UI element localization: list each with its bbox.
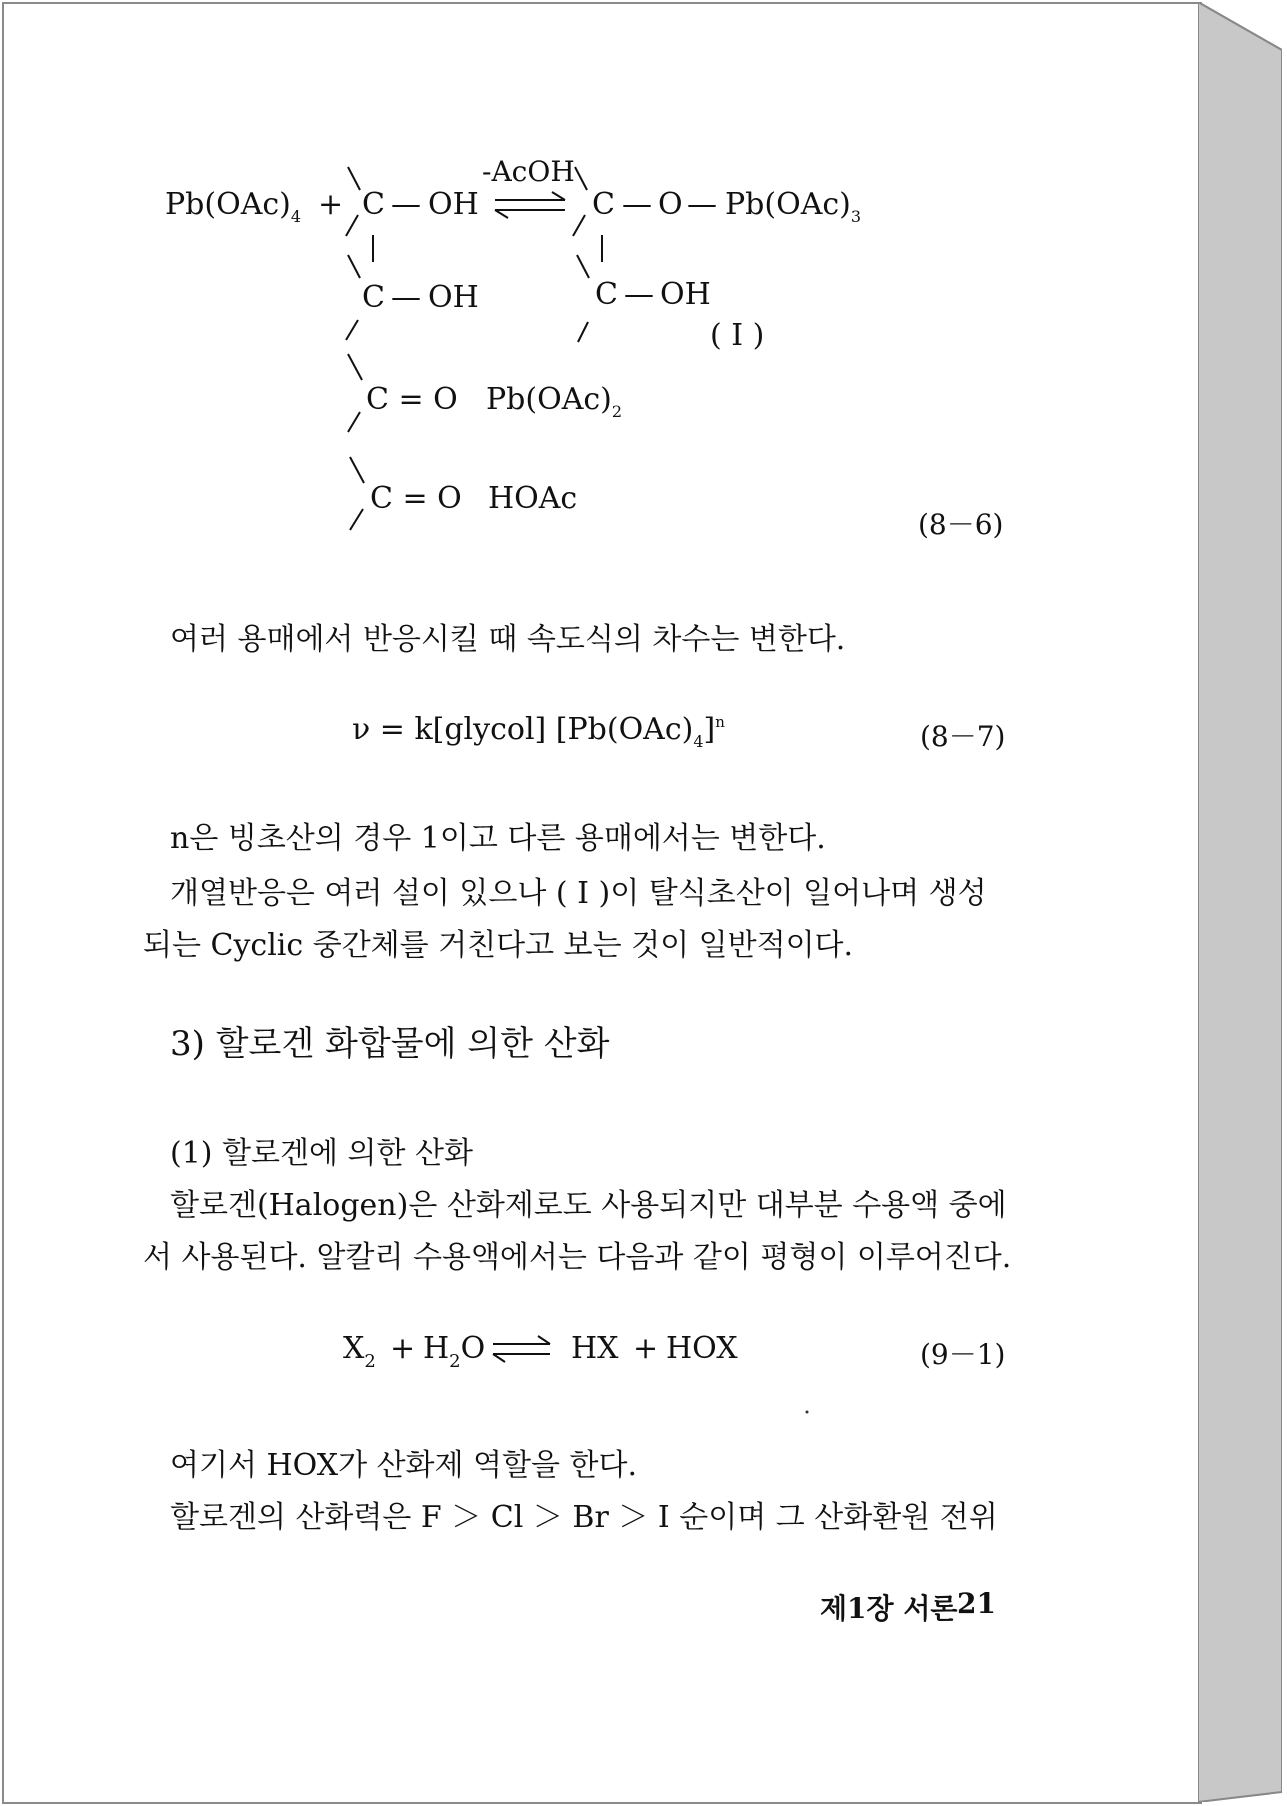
paragraph-3-line-2: 서 사용된다. 알칼리 수용액에서는 다음과 같이 평형이 이루어진다. [143, 1240, 1012, 1275]
section-heading: 3) 할로겐 화합물에 의한 산화 [170, 1024, 610, 1064]
plus-sign: + [318, 187, 344, 222]
bond-line [348, 354, 362, 380]
paragraph-2-line-1: n은 빙초산의 경우 1이고 다른 용매에서는 변한다. [170, 821, 826, 856]
bond-line [346, 320, 358, 340]
footer-chapter: 제1장 서론 [820, 1592, 958, 1625]
hox-term: HOX [666, 1331, 738, 1366]
paragraph-2-line-2: 개열반응은 여러 설이 있으나 ( I )이 탈식초산이 일어나며 생성 [170, 876, 987, 911]
pb-oac2: $Pb(OAc)_2$ [486, 382, 623, 421]
arrow-label: -AcOH [482, 155, 575, 188]
carbon-product-2: C [595, 277, 618, 312]
oxygen-product: O [658, 187, 683, 222]
ketone-1: C = O [366, 382, 458, 417]
oh-product-2: OH [660, 277, 711, 312]
pb-oac3: $Pb(OAc)_3$ [725, 187, 862, 226]
bond-line [350, 457, 364, 483]
carbon-product: C [592, 187, 615, 222]
reagent-pb-oac4: $Pb(OAc)_4$ [165, 187, 302, 226]
equation-number-8-6: (8－6) [918, 508, 1004, 541]
bond-line [346, 215, 358, 236]
paragraph-2-line-3: 되는 Cyclic 중간체를 거친다고 보는 것이 일반적이다. [143, 928, 854, 963]
bond-line [578, 322, 588, 342]
carbon-top: C [362, 187, 385, 222]
rate-equation: ν = k[glycol] $[Pb(OAc)_4]^n$ [352, 712, 725, 751]
bond-line [348, 412, 360, 432]
bond-dash: — [624, 277, 654, 312]
speck-dot [806, 1411, 809, 1414]
equation-number-9-1: (9－1) [920, 1338, 1006, 1371]
equilibrium-arrow-9-1-icon [493, 1336, 550, 1362]
bond-line [350, 509, 363, 530]
bond-line [348, 255, 360, 278]
equation-number-8-7: (8－7) [920, 720, 1006, 753]
plus-sign: + [390, 1331, 416, 1366]
ketone-2: C = O [370, 481, 462, 516]
paragraph-4-line-1: 여기서 HOX가 산화제 역할을 한다. [170, 1448, 638, 1483]
hoac: HOAc [488, 481, 578, 516]
intermediate-label: ( I ) [710, 318, 765, 353]
subsection-heading: (1) 할로겐에 의한 산화 [170, 1136, 473, 1171]
paragraph-3-line-1: 할로겐(Halogen)은 산화제로도 사용되지만 대부분 수용액 중에 [170, 1188, 1007, 1223]
bond-line [577, 255, 589, 278]
hx-term: HX [571, 1331, 619, 1366]
oh-bottom: OH [428, 280, 479, 315]
bond-dash: — [687, 187, 717, 222]
bond-line [573, 215, 585, 236]
page-number: 21 [957, 1587, 996, 1620]
equilibrium-arrow-icon [495, 192, 565, 218]
h2o-term: $H_2O$ [423, 1331, 486, 1372]
bond-line [575, 167, 587, 190]
bond-line [348, 167, 360, 190]
plus-sign: + [633, 1331, 659, 1366]
bond-dash: — [622, 187, 652, 222]
paragraph-4-line-2: 할로겐의 산화력은 F ＞ Cl ＞ Br ＞ I 순이며 그 산화환원 전위 [170, 1500, 998, 1535]
carbon-bottom: C [362, 280, 385, 315]
bond-dash: — [391, 187, 421, 222]
bond-dash: — [391, 280, 421, 315]
x2-term: $X_2$ [343, 1331, 376, 1372]
paragraph-1: 여러 용매에서 반응시킬 때 속도식의 차수는 변한다. [170, 622, 846, 657]
oh-top: OH [428, 187, 479, 222]
